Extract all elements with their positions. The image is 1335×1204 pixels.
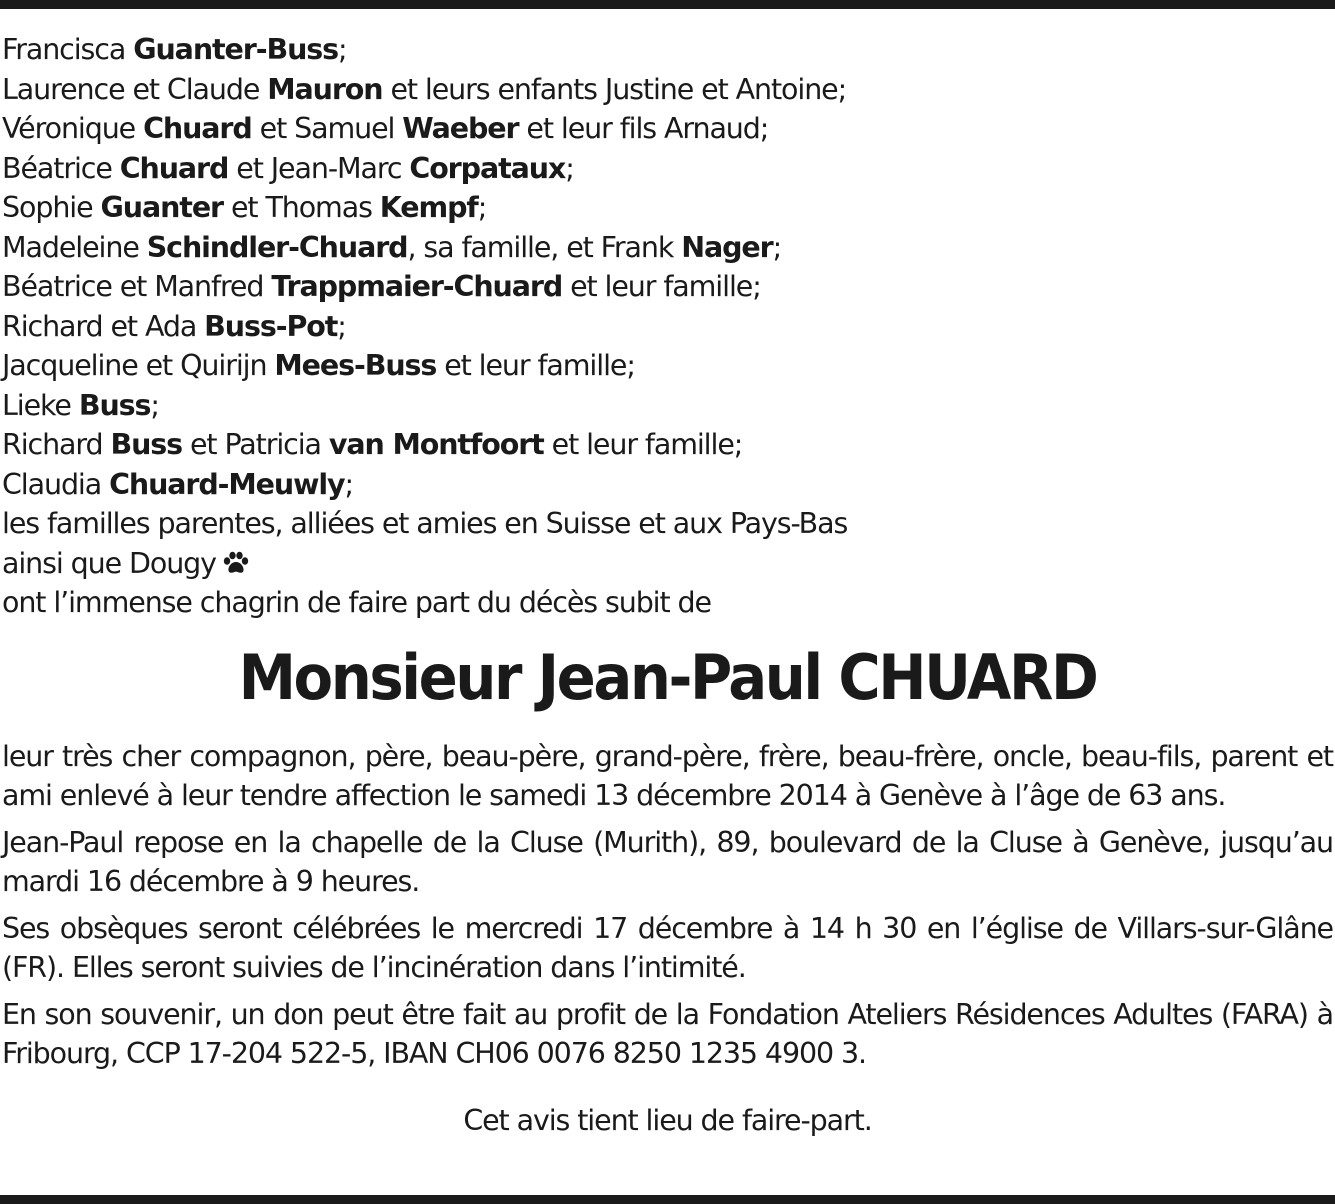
family-text: Véronique xyxy=(2,112,144,145)
family-text: , sa famille, et Frank xyxy=(407,230,682,264)
paw-print-icon xyxy=(222,546,250,586)
family-surname: Chuard-Meuwly xyxy=(109,467,345,501)
family-text: et leur fils Arnaud; xyxy=(518,112,769,145)
family-surname: Guanter-Buss xyxy=(133,33,338,66)
family-surname: Corpataux xyxy=(409,151,566,185)
deceased-name: Monsieur Jean-Paul CHUARD xyxy=(238,640,1097,714)
family-text: Béatrice et Manfred xyxy=(2,270,272,303)
family-text: Francisca xyxy=(2,33,134,66)
paragraph-funeral: Ses obsèques seront célébrées le mercredi 17 décembre à 14 h 30 en l’église de Villars-sur-Glâne (FR). Elles seront suivies de l’incinération dans l’intimité. xyxy=(2,911,1333,984)
paragraph-donation: En son souvenir, un don peut être fait au profit de la Fondation Ateliers Résidences Adultes (FARA) à Fribourg, CCP 17-204 522-5, IBAN CH06 0076 8250 1235 4900 3. xyxy=(2,997,1333,1070)
family-text: et leur famille; xyxy=(562,270,761,303)
family-text: ont l’immense chagrin de faire part du décès subit de xyxy=(2,586,711,619)
family-text: ; xyxy=(337,33,347,66)
family-surname: Chuard xyxy=(143,112,252,145)
family-line xyxy=(2,228,1333,268)
family-line xyxy=(2,504,1333,544)
family-surname: Trappmaier-Chuard xyxy=(271,270,563,303)
family-text: et leur famille; xyxy=(436,349,635,382)
family-text: Richard et Ada xyxy=(2,309,205,343)
family-line xyxy=(2,307,1333,347)
family-text: ; xyxy=(477,191,487,224)
family-surname: Chuard xyxy=(119,151,229,185)
family-text: Béatrice xyxy=(2,151,120,185)
family-text: Lieke xyxy=(2,388,79,422)
family-line xyxy=(2,544,1333,584)
family-surname: Buss xyxy=(110,428,183,461)
family-text: Richard xyxy=(2,428,111,461)
family-text: ainsi que Dougy xyxy=(2,546,216,580)
family-text: ; xyxy=(772,230,782,264)
family-text: Laurence et Claude xyxy=(2,72,268,106)
family-surname: Waeber xyxy=(402,112,519,145)
family-surname: Buss-Pot xyxy=(204,309,338,343)
family-line xyxy=(2,30,1333,70)
family-line xyxy=(2,149,1333,189)
family-text: et leur famille; xyxy=(543,428,743,461)
family-text: Madeleine xyxy=(2,230,147,264)
family-surname: Mauron xyxy=(267,72,383,106)
obituary-notice xyxy=(2,30,1333,1140)
family-text: ; xyxy=(337,309,346,343)
family-line xyxy=(2,109,1333,149)
family-line xyxy=(2,70,1333,110)
family-line xyxy=(2,188,1333,228)
family-surname: Guanter xyxy=(100,191,224,224)
paragraph-relationship: leur très cher compagnon, père, beau-père, grand-père, frère, beau-frère, oncle, beau-fils, parent et ami enlevé à leur tendre affection le samedi 13 décembre 2014 à Genève à l’âge de 63 ans. xyxy=(2,739,1333,812)
family-text: et Thomas xyxy=(223,191,380,224)
family-text: et Jean-Marc xyxy=(228,151,410,185)
family-text: Sophie xyxy=(2,191,101,224)
family-surname: van Montfoort xyxy=(328,428,544,461)
family-line xyxy=(2,425,1333,465)
family-surname: Kempf xyxy=(379,191,478,224)
family-line xyxy=(2,346,1333,386)
family-surname: Nager xyxy=(681,230,773,264)
family-text: et Patricia xyxy=(182,428,329,461)
family-text: et Samuel xyxy=(251,112,403,145)
family-surname: Buss xyxy=(78,388,151,422)
family-text: Claudia xyxy=(2,467,110,501)
paragraph-viewing: Jean-Paul repose en la chapelle de la Cluse (Murith), 89, boulevard de la Cluse à Genève, jusqu’au mardi 16 décembre à 9 heures. xyxy=(2,825,1333,898)
family-text: ; xyxy=(150,388,159,422)
family-text: et leurs enfants Justine et Antoine; xyxy=(382,72,847,106)
family-text: ; xyxy=(565,151,574,185)
closing-notice: Cet avis tient lieu de faire-part. xyxy=(463,1103,872,1137)
family-line xyxy=(2,465,1333,505)
top-rule xyxy=(0,0,1335,9)
family-text: les familles parentes, alliées et amies en Suisse et aux Pays-Bas xyxy=(2,507,848,540)
family-line xyxy=(2,386,1333,426)
family-list xyxy=(2,30,1333,623)
bottom-rule xyxy=(0,1195,1335,1204)
family-text: ; xyxy=(344,467,353,501)
family-text: Jacqueline et Quirijn xyxy=(2,349,275,382)
family-surname: Mees-Buss xyxy=(274,349,437,382)
family-line xyxy=(2,267,1333,307)
family-line xyxy=(2,583,1333,623)
family-surname: Schindler-Chuard xyxy=(146,230,408,264)
